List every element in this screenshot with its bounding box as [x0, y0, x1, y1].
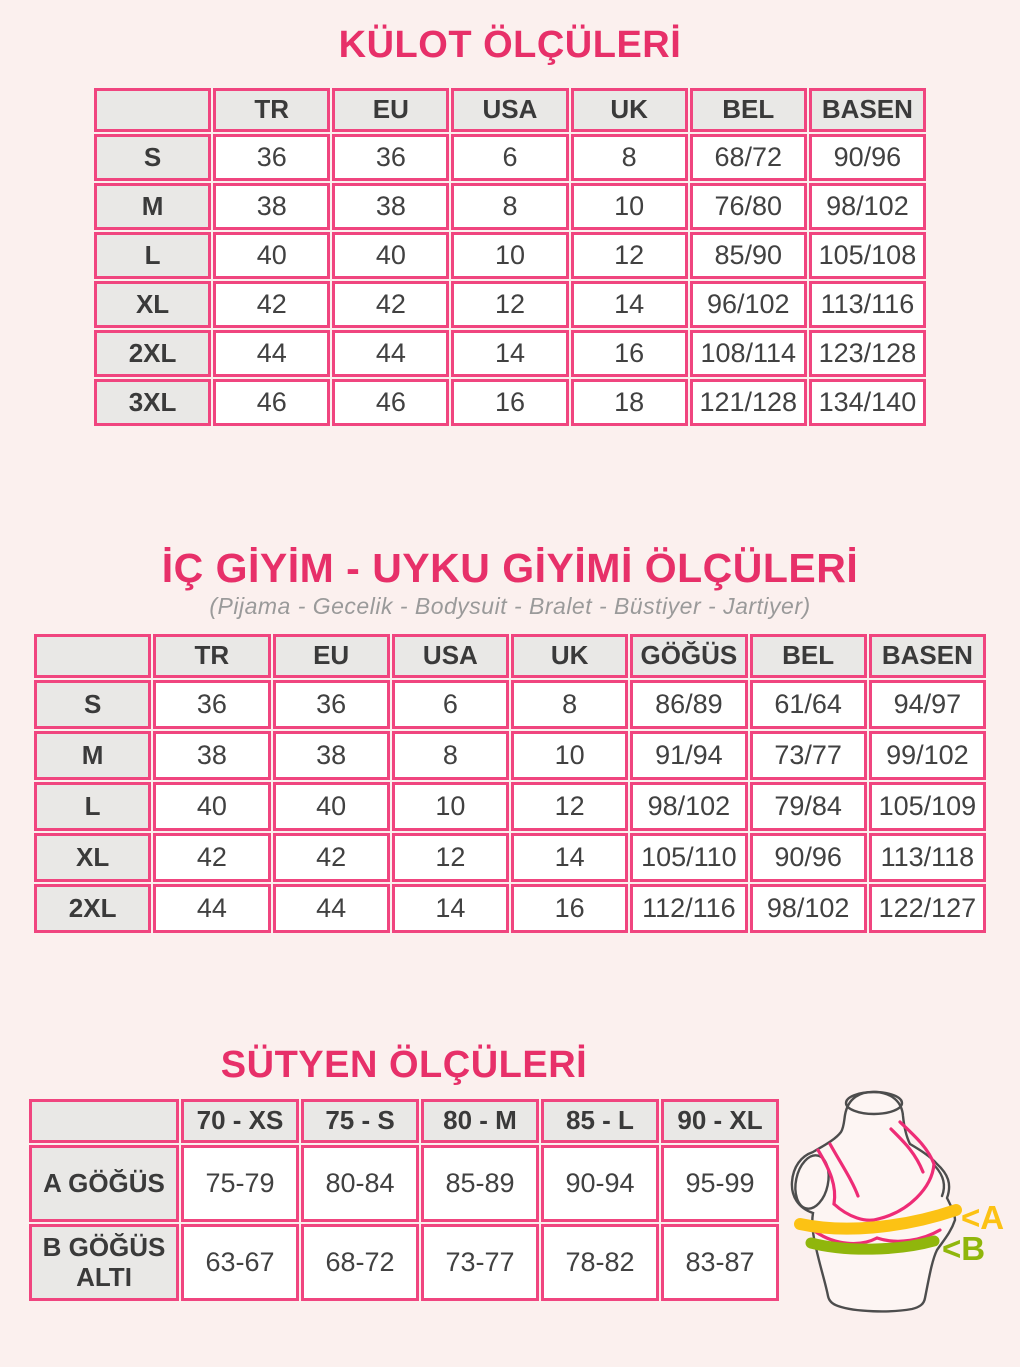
size-value-cell: 46 — [332, 379, 449, 426]
size-value-cell: 108/114 — [690, 330, 807, 377]
size-value-cell: 42 — [273, 833, 390, 882]
underwear-sleepwear-title: İÇ GİYİM - UYKU GİYİMİ ÖLÇÜLERİ — [161, 545, 859, 591]
corner-cell — [29, 1099, 179, 1143]
size-value-cell: 68/72 — [690, 134, 807, 181]
row-label: S — [94, 134, 211, 181]
column-header: 80 - M — [421, 1099, 539, 1143]
header-row — [29, 1099, 779, 1143]
size-value-cell: 61/64 — [750, 680, 867, 729]
size-value-cell: 75-79 — [181, 1145, 299, 1222]
size-value-cell: 8 — [511, 680, 628, 729]
row-label: M — [34, 731, 151, 780]
size-value-cell: 36 — [213, 134, 330, 181]
size-value-cell: 38 — [213, 183, 330, 230]
size-value-cell: 10 — [571, 183, 688, 230]
size-value-cell: 134/140 — [809, 379, 926, 426]
size-value-cell: 14 — [451, 330, 568, 377]
row-label: B GÖĞÜS ALTI — [29, 1224, 179, 1301]
row-label: 3XL — [94, 379, 211, 426]
mannequin-torso-icon — [791, 1092, 955, 1311]
size-value-cell: 44 — [153, 884, 270, 933]
size-value-cell: 91/94 — [630, 731, 747, 780]
size-value-cell: 99/102 — [869, 731, 986, 780]
size-value-cell: 36 — [332, 134, 449, 181]
size-value-cell: 38 — [332, 183, 449, 230]
size-value-cell: 98/102 — [750, 884, 867, 933]
size-value-cell: 85-89 — [421, 1145, 539, 1222]
corner-cell — [94, 88, 211, 132]
size-value-cell: 63-67 — [181, 1224, 299, 1301]
row-label: S — [34, 680, 151, 729]
size-value-cell: 76/80 — [690, 183, 807, 230]
size-value-cell: 112/116 — [630, 884, 747, 933]
row-label: XL — [94, 281, 211, 328]
size-value-cell: 44 — [273, 884, 390, 933]
size-value-cell: 18 — [571, 379, 688, 426]
column-header: UK — [511, 634, 628, 678]
size-row — [34, 833, 986, 882]
size-value-cell: 38 — [273, 731, 390, 780]
size-row — [29, 1145, 779, 1222]
row-label: A GÖĞÜS — [29, 1145, 179, 1222]
size-row — [34, 731, 986, 780]
size-value-cell: 10 — [451, 232, 568, 279]
size-value-cell: 40 — [332, 232, 449, 279]
size-value-cell: 78-82 — [541, 1224, 659, 1301]
bra-size-table — [27, 1097, 781, 1303]
column-header: TR — [213, 88, 330, 132]
size-row — [34, 680, 986, 729]
column-header: BASEN — [869, 634, 986, 678]
size-value-cell: 73-77 — [421, 1224, 539, 1301]
size-value-cell: 44 — [332, 330, 449, 377]
size-value-cell: 8 — [451, 183, 568, 230]
size-value-cell: 123/128 — [809, 330, 926, 377]
row-label: M — [94, 183, 211, 230]
size-value-cell: 68-72 — [301, 1224, 419, 1301]
column-header: EU — [273, 634, 390, 678]
size-value-cell: 44 — [213, 330, 330, 377]
size-value-cell: 12 — [392, 833, 509, 882]
size-value-cell: 98/102 — [809, 183, 926, 230]
size-value-cell: 14 — [511, 833, 628, 882]
size-value-cell: 98/102 — [630, 782, 747, 831]
size-value-cell: 14 — [571, 281, 688, 328]
corner-cell — [34, 634, 151, 678]
bra-measurement-diagram — [780, 1082, 1020, 1362]
column-header: BEL — [690, 88, 807, 132]
size-value-cell: 38 — [153, 731, 270, 780]
size-row — [94, 281, 926, 328]
column-header: 70 - XS — [181, 1099, 299, 1143]
size-value-cell: 73/77 — [750, 731, 867, 780]
size-value-cell: 122/127 — [869, 884, 986, 933]
column-header: 90 - XL — [661, 1099, 779, 1143]
underwear-sleepwear-size-table — [32, 632, 988, 935]
size-value-cell: 12 — [511, 782, 628, 831]
size-value-cell: 46 — [213, 379, 330, 426]
size-value-cell: 113/118 — [869, 833, 986, 882]
column-header: TR — [153, 634, 270, 678]
size-row — [34, 884, 986, 933]
torso-outline — [792, 1092, 955, 1311]
size-value-cell: 105/108 — [809, 232, 926, 279]
size-value-cell: 95-99 — [661, 1145, 779, 1222]
size-value-cell: 12 — [571, 232, 688, 279]
size-value-cell: 80-84 — [301, 1145, 419, 1222]
size-row — [34, 782, 986, 831]
size-value-cell: 105/109 — [869, 782, 986, 831]
size-value-cell: 8 — [392, 731, 509, 780]
size-value-cell: 90-94 — [541, 1145, 659, 1222]
size-value-cell: 42 — [153, 833, 270, 882]
size-value-cell: 16 — [571, 330, 688, 377]
size-value-cell: 79/84 — [750, 782, 867, 831]
size-row — [94, 183, 926, 230]
size-row — [94, 379, 926, 426]
size-value-cell: 16 — [511, 884, 628, 933]
size-value-cell: 36 — [153, 680, 270, 729]
header-row — [34, 634, 986, 678]
panty-size-table — [92, 86, 928, 428]
size-value-cell: 40 — [153, 782, 270, 831]
size-row — [94, 232, 926, 279]
size-value-cell: 40 — [273, 782, 390, 831]
size-value-cell: 105/110 — [630, 833, 747, 882]
size-value-cell: 14 — [392, 884, 509, 933]
size-value-cell: 90/96 — [809, 134, 926, 181]
size-value-cell: 10 — [392, 782, 509, 831]
size-value-cell: 36 — [273, 680, 390, 729]
column-header: USA — [451, 88, 568, 132]
row-label: XL — [34, 833, 151, 882]
size-value-cell: 6 — [392, 680, 509, 729]
size-value-cell: 96/102 — [690, 281, 807, 328]
band-a-label: <A — [961, 1199, 1005, 1236]
panty-sizes-title: KÜLOT ÖLÇÜLERİ — [338, 24, 682, 66]
header-row — [94, 88, 926, 132]
size-row — [94, 330, 926, 377]
column-header: BASEN — [809, 88, 926, 132]
size-value-cell: 42 — [332, 281, 449, 328]
size-value-cell: 121/128 — [690, 379, 807, 426]
size-value-cell: 42 — [213, 281, 330, 328]
size-value-cell: 90/96 — [750, 833, 867, 882]
row-label: L — [94, 232, 211, 279]
column-header: 75 - S — [301, 1099, 419, 1143]
size-value-cell: 6 — [451, 134, 568, 181]
size-value-cell: 12 — [451, 281, 568, 328]
size-value-cell: 94/97 — [869, 680, 986, 729]
size-value-cell: 40 — [213, 232, 330, 279]
column-header: USA — [392, 634, 509, 678]
column-header: UK — [571, 88, 688, 132]
size-value-cell: 8 — [571, 134, 688, 181]
column-header: BEL — [750, 634, 867, 678]
size-value-cell: 85/90 — [690, 232, 807, 279]
bra-sizes-title: SÜTYEN ÖLÇÜLERİ — [220, 1044, 588, 1086]
row-label: L — [34, 782, 151, 831]
column-header: GÖĞÜS — [630, 634, 747, 678]
size-row — [29, 1224, 779, 1301]
size-value-cell: 86/89 — [630, 680, 747, 729]
column-header: 85 - L — [541, 1099, 659, 1143]
column-header: EU — [332, 88, 449, 132]
size-value-cell: 16 — [451, 379, 568, 426]
size-row — [94, 134, 926, 181]
size-value-cell: 83-87 — [661, 1224, 779, 1301]
row-label: 2XL — [34, 884, 151, 933]
size-value-cell: 10 — [511, 731, 628, 780]
size-value-cell: 113/116 — [809, 281, 926, 328]
row-label: 2XL — [94, 330, 211, 377]
underwear-sleepwear-subtitle: (Pijama - Gecelik - Bodysuit - Bralet - Büstiyer - Jartiyer) — [209, 593, 811, 619]
band-b-label: <B — [942, 1230, 986, 1267]
